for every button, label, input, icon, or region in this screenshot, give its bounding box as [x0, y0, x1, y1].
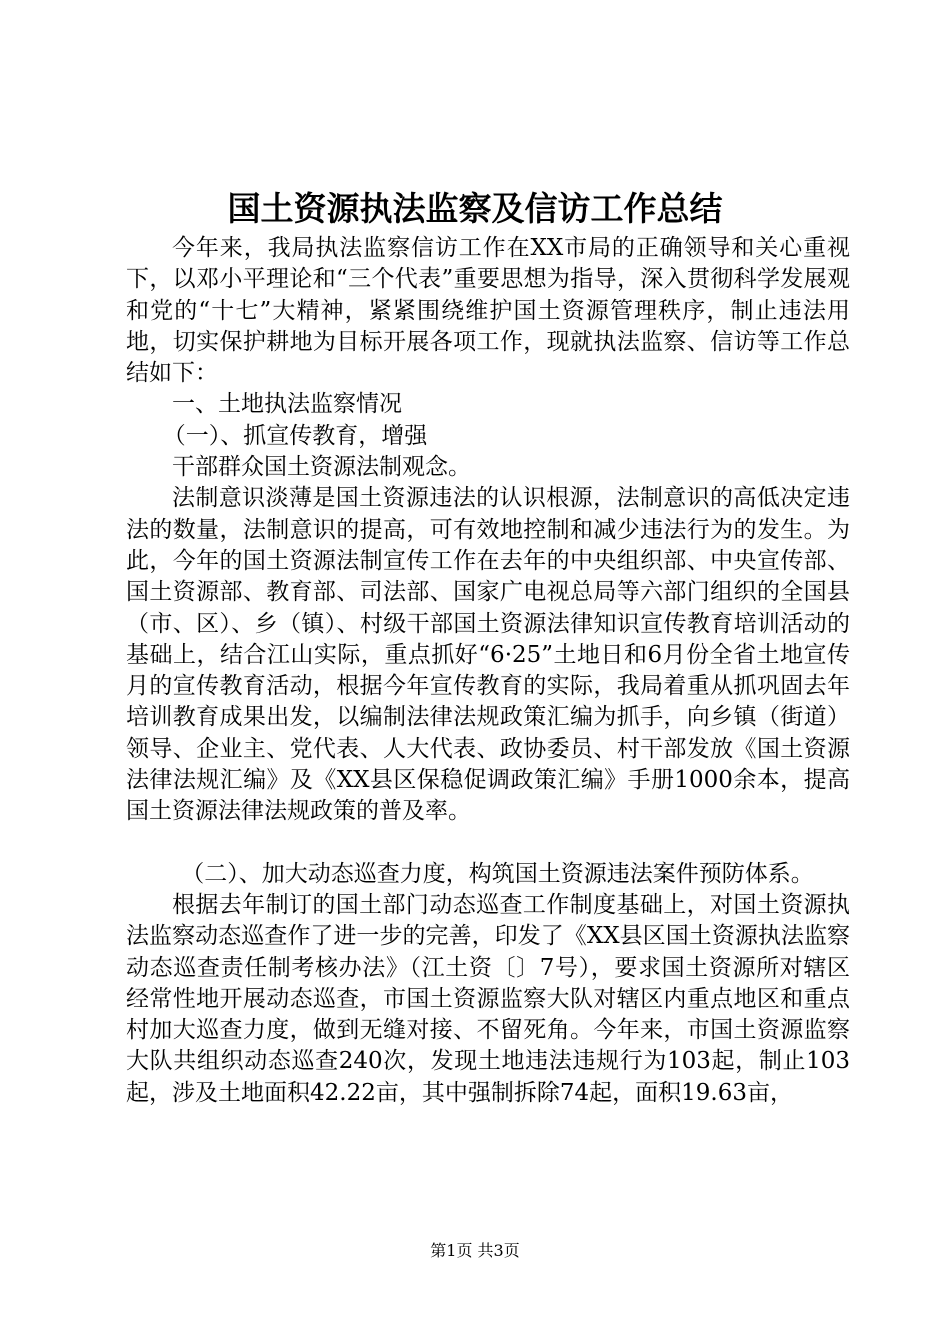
document-body — [126, 233, 850, 1109]
paragraph-legal-education: 法制意识淡薄是国土资源违法的认识根源，法制意识的高低决定违法的数量，法制意识的提高，可有效地控制和减少违法行为的发生。为此，今年的国土资源法制宣传工作在去年的中央组织部、中央宣传部、国土资源部、教育部、司法部、国家广电视总局等六部门组织的全国县（市、区）、乡（镇）、村级干部国土资源法律知识宣传教育培训活动的基础上，结合江山实际，重点抓好“6·25”土地日和6月份全省土地宣传月的宣传教育活动，根据今年宣传教育的实际，我局着重从抓巩固去年培训教育成果出发，以编制法律法规政策汇编为抓手，向乡镇（街道）领导、企业主、党代表、人大代表、政协委员、村干部发放《国土资源法律法规汇编》及《XX县区保稳促调政策汇编》手册1000余本，提高国土资源法律法规政策的普及率。 — [126, 485, 850, 825]
paragraph-dynamic-inspection: 根据去年制订的国土部门动态巡查工作制度基础上，对国土资源执法监察动态巡查作了进一步的完善，印发了《XX县区国土资源执法监察动态巡查责任制考核办法》（江土资〔〕7号），要求国土资源所对辖区经常性地开展动态巡查，市国土资源监察大队对辖区内重点地区和重点村加大巡查力度，做到无缝对接、不留死角。今年来，市国土资源监察大队共组织动态巡查240次，发现土地违法违规行为103起，制止103起，涉及土地面积42.22亩，其中强制拆除74起，面积19.63亩， — [126, 891, 850, 1106]
page-number: 第1页 共3页 — [430, 1241, 520, 1260]
section-heading-1: 一、土地执法监察情况 — [172, 391, 402, 418]
subsection-heading-1-continued: 干部群众国土资源法制观念。 — [172, 454, 471, 481]
subsection-heading-2: （二）、加大动态巡查力度，构筑国土资源违法案件预防体系。 — [181, 860, 814, 887]
document-title: 国土资源执法监察及信访工作总结 — [227, 189, 723, 228]
subsection-heading-1: （一）、抓宣传教育，增强 — [162, 422, 428, 449]
paragraph-intro: 今年来，我局执法监察信访工作在XX市局的正确领导和关心重视下，以邓小平理论和“三个代表”重要思想为指导，深入贯彻科学发展观和党的“十七”大精神，紧紧围绕维护国土资源管理秩序，制止违法用地，切实保护耕地为目标开展各项工作，现就执法监察、信访等工作总结如下： — [126, 235, 850, 387]
